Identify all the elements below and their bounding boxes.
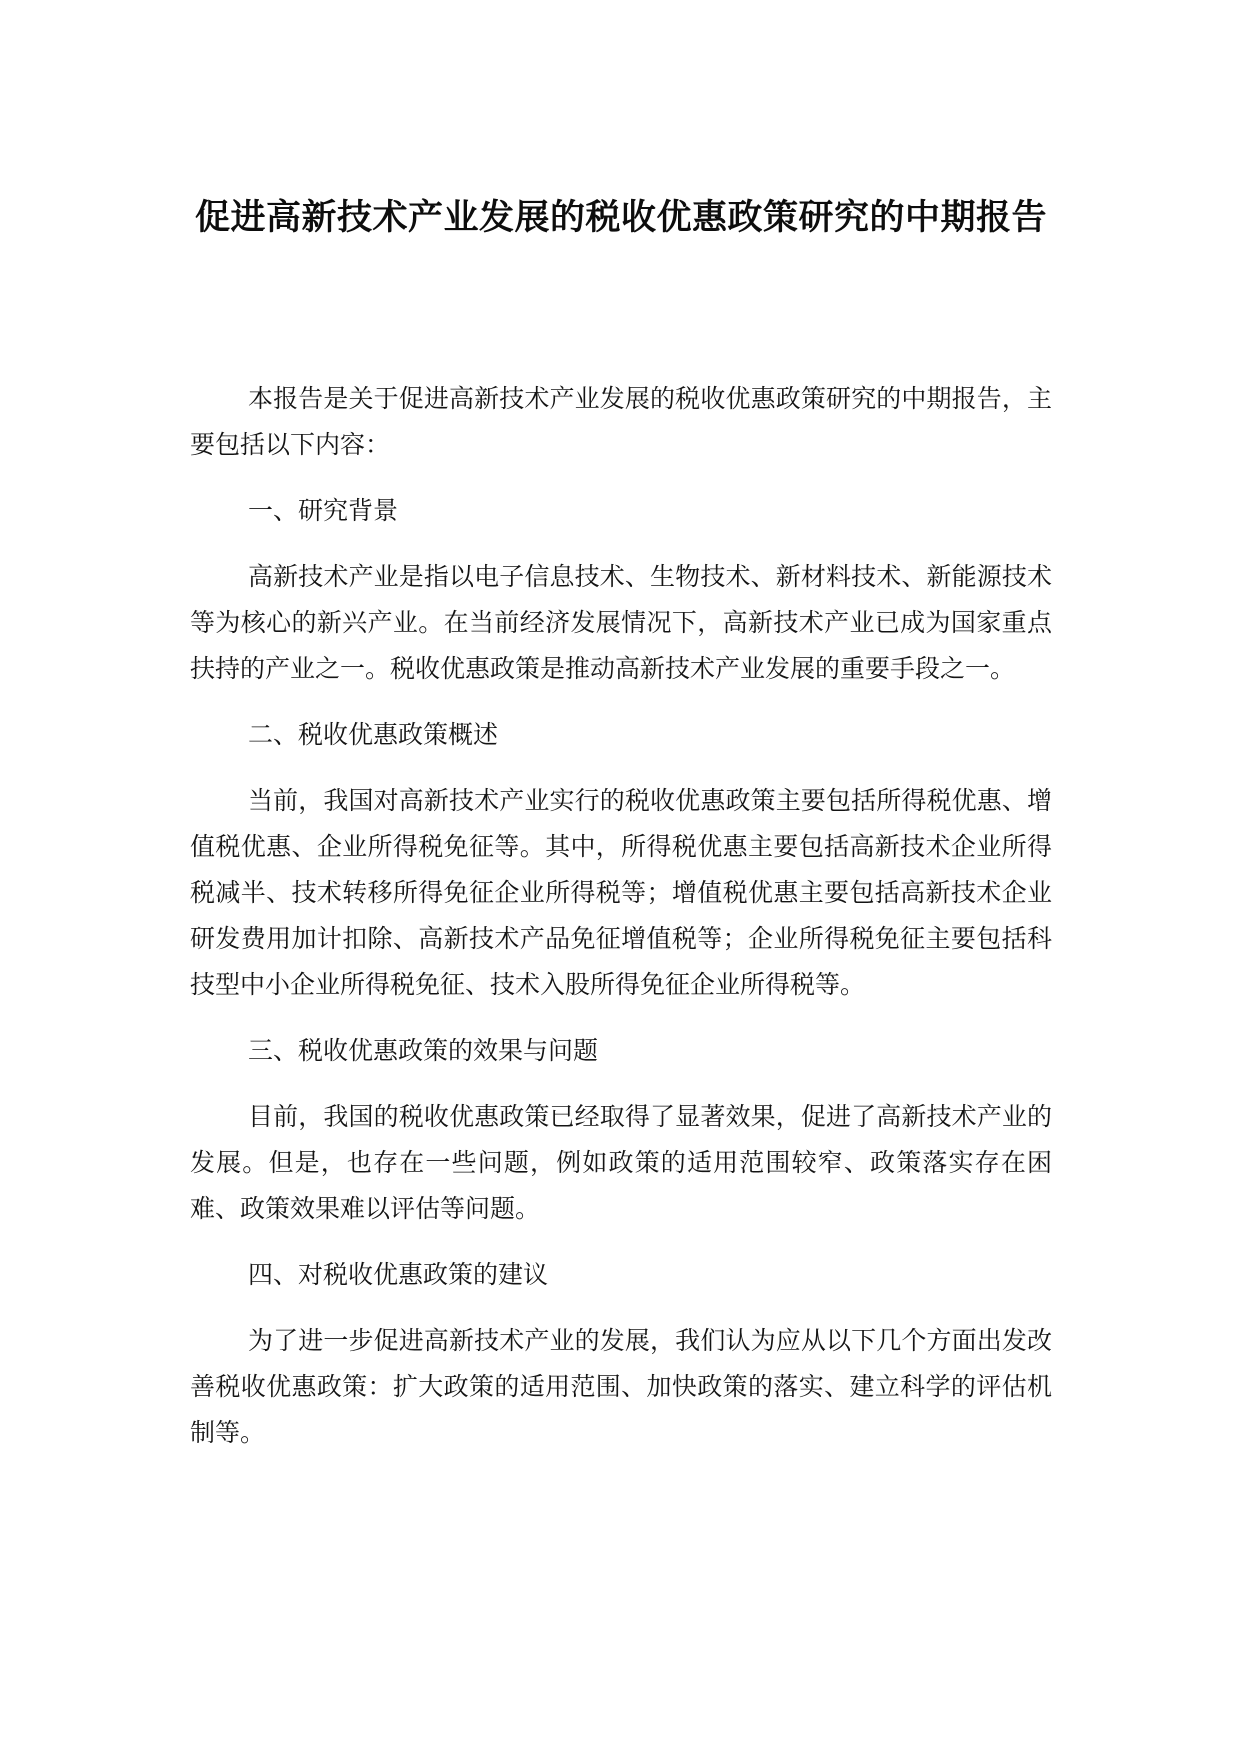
intro-paragraph: 本报告是关于促进高新技术产业发展的税收优惠政策研究的中期报告，主要包括以下内容： — [190, 384, 1052, 459]
document-body — [190, 376, 1052, 1456]
section-heading-effects-issues: 三、税收优惠政策的效果与问题 — [248, 1036, 599, 1065]
section-text-suggestions: 为了进一步促进高新技术产业的发展，我们认为应从以下几个方面出发改善税收优惠政策：扩大政策的适用范围、加快政策的落实、建立科学的评估机制等。 — [190, 1326, 1052, 1447]
document-title: 促进高新技术产业发展的税收优惠政策研究的中期报告 — [194, 198, 1047, 238]
section-heading-background: 一、研究背景 — [248, 496, 399, 525]
section-heading-suggestions: 四、对税收优惠政策的建议 — [248, 1260, 549, 1289]
section-heading-policy-overview: 二、税收优惠政策概述 — [248, 720, 499, 749]
section-text-policy-overview: 当前，我国对高新技术产业实行的税收优惠政策主要包括所得税优惠、增值税优惠、企业所得税免征等。其中，所得税优惠主要包括高新技术企业所得税减半、技术转移所得免征企业所得税等；增值税优惠主要包括高新技术企业研发费用加计扣除、高新技术产品免征增值税等；企业所得税免征主要包括科技型中小企业所得税免征、技术入股所得免征企业所得税等。 — [190, 786, 1052, 999]
section-text-background: 高新技术产业是指以电子信息技术、生物技术、新材料技术、新能源技术等为核心的新兴产业。在当前经济发展情况下，高新技术产业已成为国家重点扶持的产业之一。税收优惠政策是推动高新技术产业发展的重要手段之一。 — [190, 562, 1052, 683]
section-text-effects-issues: 目前，我国的税收优惠政策已经取得了显著效果，促进了高新技术产业的发展。但是，也存在一些问题，例如政策的适用范围较窄、政策落实存在困难、政策效果难以评估等问题。 — [190, 1102, 1052, 1223]
